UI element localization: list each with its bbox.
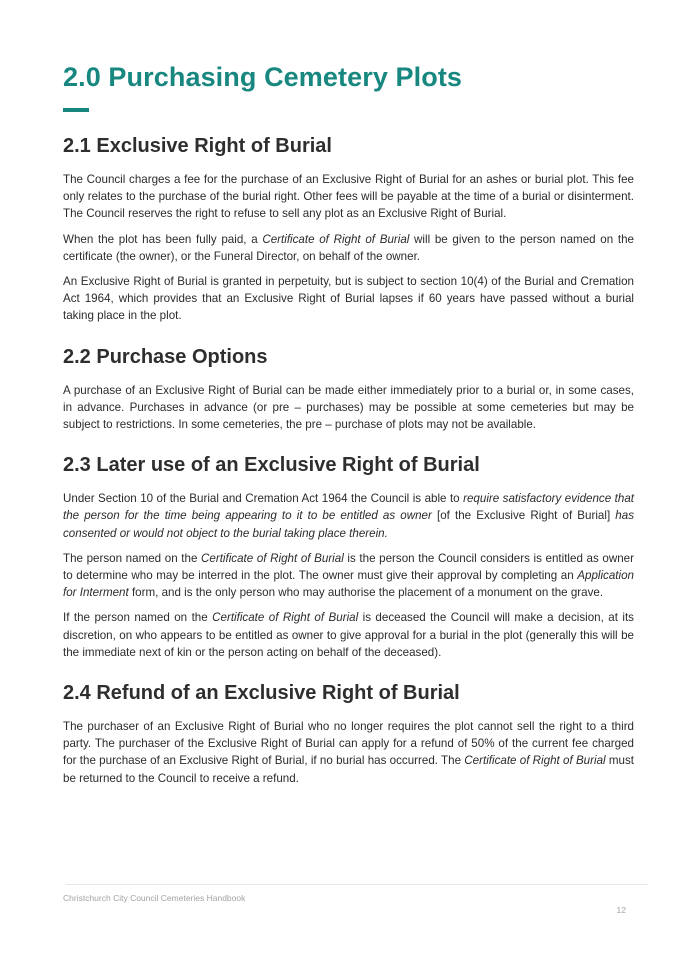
footer-divider (66, 884, 648, 885)
section-purchase-options (63, 343, 634, 434)
section-heading: 2.4 Refund of an Exclusive Right of Burial (63, 682, 460, 705)
paragraph: The person named on the Certificate of Right of Burial is the person the Council considers is entitled as owner to determine who may be interred in the plot. The owner must give their approval by completing an Application for Interment form, and is the only person who may authorise the placement of a monument on the grave. (63, 551, 634, 600)
paragraph: Under Section 10 of the Burial and Cremation Act 1964 the Council is able to require satisfactory evidence that the person for the time being appearing to it to be entitled as owner [of the Exclusive Right of Burial] has consented or would not object to the burial taking place therein. (63, 492, 634, 540)
section-heading: 2.3 Later use of an Exclusive Right of Burial (63, 454, 480, 477)
section-heading: 2.1 Exclusive Right of Burial (63, 135, 332, 157)
paragraph: A purchase of an Exclusive Right of Burial can be made either immediately prior to a burial or, in some cases, in advance. Purchases in advance (or pre – purchases) may be possible at some cemeteries but may be subject to restrictions. In some cemeteries, the pre – purchase of plots may not be available. (63, 383, 634, 432)
paragraph: The Council charges a fee for the purchase of an Exclusive Right of Burial for an ashes or burial plot. This fee only relates to the purchase of the burial right. Other fees will be payable at the time of a burial or disinterment. The Council reserves the right to refuse to sell any plot as an Exclusive Right of Burial. (63, 173, 634, 221)
page-content (63, 132, 634, 805)
quoted-act-emphasis: require satisfactory evidence that the person for the time being appearing to it to be entitled as owner (63, 492, 634, 523)
certificate-title-emphasis: Certificate of Right of Burial (464, 754, 606, 768)
page-title: 2.0 Purchasing Cemetery Plots (63, 62, 463, 92)
paragraph: An Exclusive Right of Burial is granted in perpetuity, but is subject to section 10(4) of the Burial and Cremation Act 1964, which provides that an Exclusive Right of Burial lapses if 60 years have passed without a burial taking place in the plot. (63, 275, 634, 323)
paragraph: If the person named on the Certificate of Right of Burial is deceased the Council will make a decision, at its discretion, on who appears to be entitled as owner to give approval for a burial in the plot (generally this will be the immediate next of kin or the person acting on behalf of the deceased). (63, 611, 634, 659)
paragraph: The purchaser of an Exclusive Right of Burial who no longer requires the plot cannot sell the right to a third party. The purchaser of the Exclusive Right of Burial can apply for a refund of 50% of the current fee charged for the purchase of an Exclusive Right of Burial, if no burial has occurred. The Certificate of Right of Burial must be returned to the Council to receive a refund. (63, 720, 634, 785)
certificate-title-emphasis: Certificate of Right of Burial (262, 232, 410, 246)
quoted-act-emphasis: has consented or would not object to the burial taking place therein. (63, 509, 634, 540)
title-accent-rule (63, 108, 89, 112)
section-later-use (63, 451, 634, 661)
footer-text: Christchurch City Council Cemeteries Handbook (63, 893, 246, 903)
section-refund (63, 679, 634, 787)
certificate-title-emphasis: Certificate of Right of Burial (212, 611, 359, 625)
section-exclusive-right-of-burial (63, 132, 634, 325)
page-number: 12 (616, 905, 626, 915)
certificate-title-emphasis: Certificate of Right of Burial (201, 551, 344, 565)
section-heading: 2.2 Purchase Options (63, 345, 268, 368)
paragraph: When the plot has been fully paid, a Certificate of Right of Burial will be given to the person named on the certificate (the owner), or the Funeral Director, on behalf of the owner. (63, 232, 635, 263)
form-title-emphasis: Application for Interment (63, 569, 634, 600)
